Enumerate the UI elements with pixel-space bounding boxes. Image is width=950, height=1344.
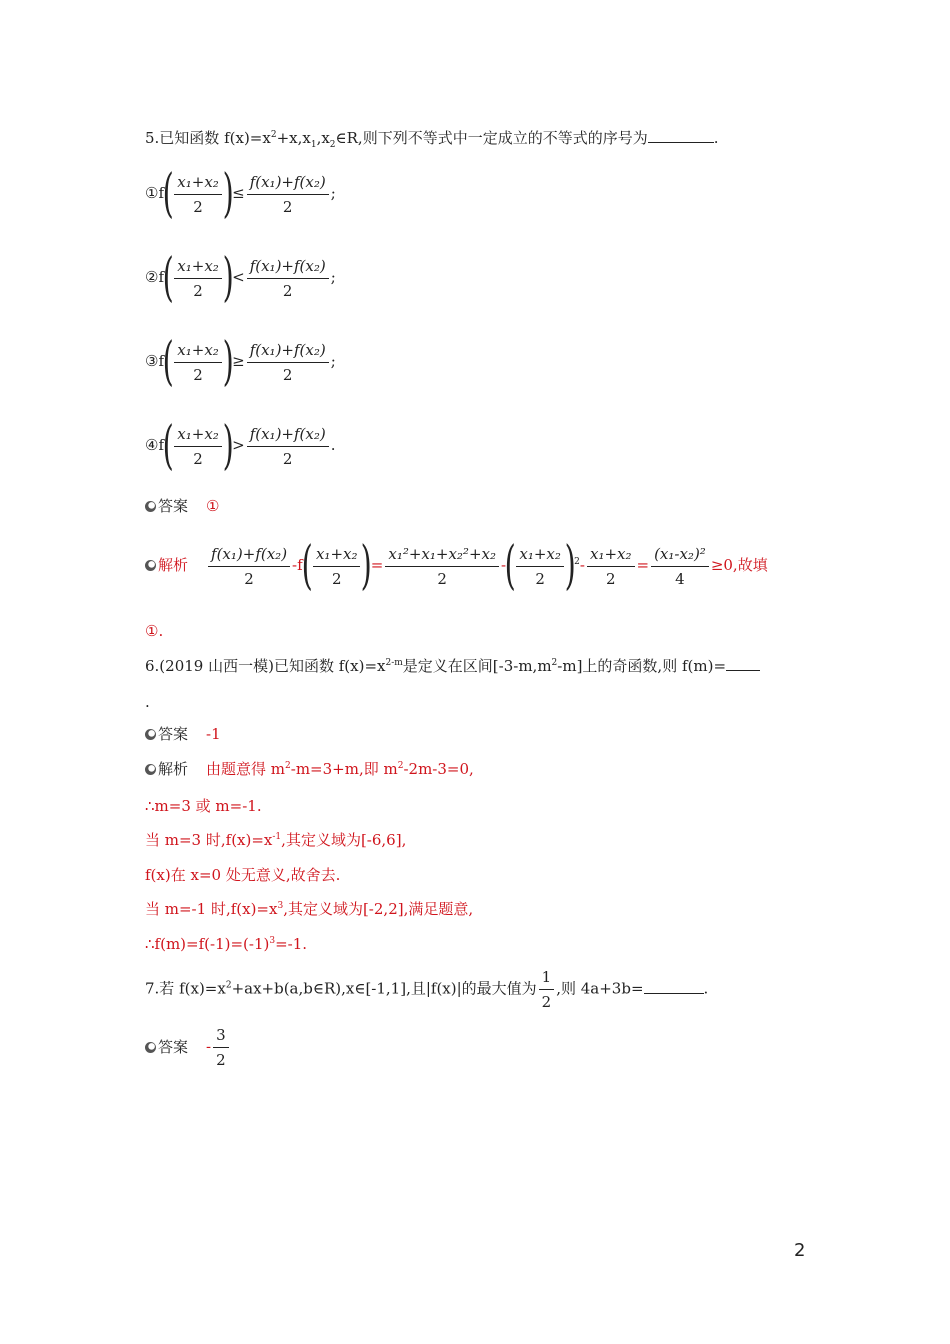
q6-answer: 答案 -1 — [145, 724, 221, 744]
q6-analysis-4: f(x)在 x=0 处无意义,故舍去. — [145, 866, 341, 884]
answer-blank — [644, 979, 704, 994]
q5-analysis-end: ①. — [145, 622, 164, 640]
q5-option-3: ③f( $\frac{\text{x₁+x₂}}{2}$ )≥ $\frac{\text{f(x₁)+f(x₂)}}{2}$ ; — [145, 332, 336, 392]
bullet-icon — [145, 729, 156, 740]
q5-option-2: ②f( $\frac{\text{x₁+x₂}}{2}$ )< $\frac{\text{f(x₁)+f(x₂)}}{2}$ ; — [145, 248, 336, 308]
q5-stem: 5.已知函数 $f(x)=x^2+x,x_1,x_2\in R$,则下列不等式中一定成立的不等式的序号为 . — [145, 129, 719, 150]
q5-analysis: 解析 $\frac{\text{f(x₁)+f(x₂)}}{2}$ -f( $\frac{\text{x₁+x₂}}{2}$ )= $\frac{\text{x₁²+x₁+x₂²+x₂}}{2}$ -( $\frac{\text{x₁+x₂}}{2}$ )$^2$- $\frac{\text{x₁+x₂}}{2}$ = $\frac{\text{(x₁-x₂)²}}{4}$ ≥0,故填 — [145, 540, 768, 592]
q6-stem: 6.(2019 山西一模)已知函数 $f(x)=x^{2-m}$是定义在区间$[-3-m,m^2-m]$上的奇函数,则 f(m)= — [145, 656, 760, 676]
q6-analysis-3: 当 m=3 时$,f(x)=x^{-1}$,其定义域为[-6,6], — [145, 831, 407, 849]
q6-analysis-6: $\therefore f(m)=f(-1)=(-1)^3=-1$. — [145, 935, 308, 953]
q6-analysis-5: 当 m=-1 时$,f(x)=x^3$,其定义域为[-2,2],满足题意, — [145, 900, 474, 918]
bullet-icon — [145, 560, 156, 571]
q5-option-4: ④f( $\frac{\text{x₁+x₂}}{2}$ )> $\frac{\text{f(x₁)+f(x₂)}}{2}$ . — [145, 416, 336, 476]
page-number: 2 — [794, 1240, 806, 1261]
q5-option-1: ①f( $\frac{\text{x₁+x₂}}{2}$ )≤ $\frac{\text{f(x₁)+f(x₂)}}{2}$ ; — [145, 164, 336, 224]
q7-stem: 7.若 $f(x)=x^2+ax+b(a,b\in R),x\in[-1,1]$,且|f(x)|的最大值为 $\frac{1}{2}$ ,则 4a+3b= . — [145, 968, 709, 1011]
q7-answer: 答案 - $\frac{3}{2}$ — [145, 1026, 231, 1069]
q6-stem-end: . — [145, 693, 150, 711]
answer-blank — [648, 128, 714, 143]
bullet-icon — [145, 1042, 156, 1053]
bullet-icon — [145, 501, 156, 512]
q6-analysis-1: 解析 由题意得 $m^2-m=3+m$,即 $m^2-2m-3=0$, — [145, 759, 474, 779]
answer-blank — [726, 656, 760, 671]
bullet-icon — [145, 764, 156, 775]
q6-analysis-2: ∴m=3 或 m=-1. — [145, 797, 262, 815]
q5-answer: 答案 ① — [145, 496, 219, 516]
